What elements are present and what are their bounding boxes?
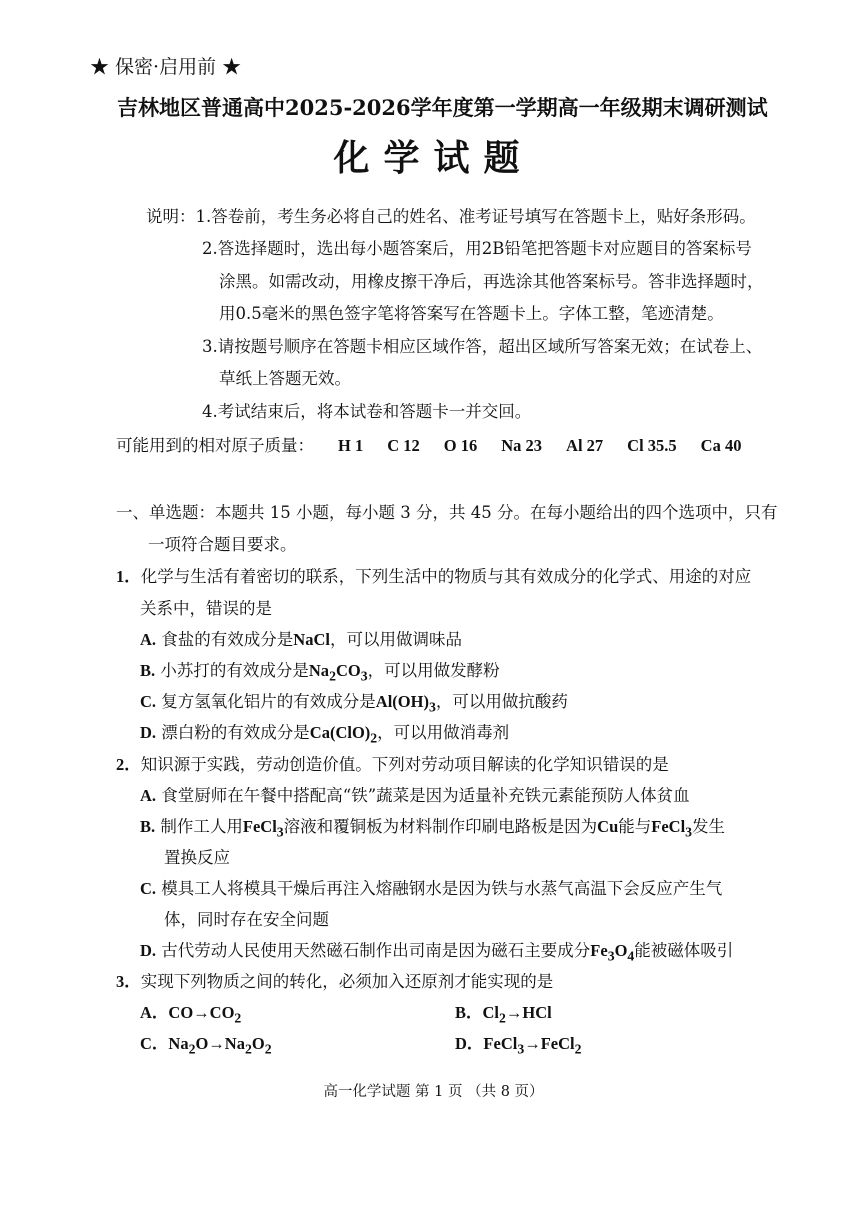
question-number: 1．: [116, 567, 141, 586]
confidential-label: ★ 保密·启用前 ★: [90, 56, 242, 78]
option-label: D.: [140, 723, 157, 742]
formula: $Fe_3O_4$: [590, 941, 635, 964]
instruction-2-cont: 涂黑。如需改动，用橡皮擦干净后，再选涂其他答案标号。答非选择题时，: [219, 272, 764, 291]
formula: $CO\to CO_2$: [168, 1003, 242, 1026]
question-3-option-c: [140, 1030, 272, 1057]
formula: Cu: [597, 817, 619, 836]
question-2-stem: [116, 751, 669, 775]
option-label: D.: [140, 941, 157, 960]
mass-item: H 1: [338, 436, 364, 455]
question-2-option-b-cont: 置换反应: [164, 848, 230, 867]
mass-item: O 16: [443, 436, 478, 455]
instruction-2-cont: 用0.5毫米的黑色签字笔将答案写在答题卡上。字体工整，笔迹清楚。: [219, 304, 724, 323]
formula: $Na_2CO_3$: [308, 661, 368, 684]
question-2-option-b: [140, 813, 725, 840]
question-3-option-a: [140, 999, 241, 1026]
option-text: 能被磁体吸引: [634, 941, 734, 960]
question-2-option-c: [140, 875, 722, 899]
question-3-option-d: [455, 1030, 581, 1057]
question-2-option-a: [140, 782, 690, 806]
question-2-option-c-cont: 体，同时存在安全问题: [164, 910, 329, 929]
question-1-stem-cont: 关系中，错误的是: [140, 599, 272, 618]
instruction-1: [146, 203, 756, 227]
option-text: 食盐的有效成分是: [161, 630, 294, 649]
option-text: 古代劳动人民使用天然磁石制作出司南是因为磁石主要成分: [161, 941, 591, 960]
question-number: 3．: [116, 972, 141, 991]
option-text: 小苏打的有效成分是: [160, 661, 309, 680]
option-label: C.: [140, 879, 157, 898]
mass-item: Al 27: [566, 436, 604, 455]
instructions-label: 说明：: [146, 207, 196, 226]
option-text: ，可以用做发酵粉: [367, 661, 500, 680]
option-text: 漂白粉的有效成分是: [161, 723, 310, 742]
option-label: B.: [140, 661, 156, 680]
option-text: ，可以用做抗酸药: [435, 692, 568, 711]
option-label: D．: [455, 1034, 484, 1053]
formula: FeCl$_3$: [242, 817, 284, 840]
question-1-stem: [116, 563, 751, 587]
question-1-option-b: [140, 657, 500, 684]
option-text: 食堂厨师在午餐中搭配高“铁”蔬菜是因为适量补充铁元素能预防人体贫血: [161, 786, 690, 805]
instruction-2: 2.答选择题时，选出每小题答案后，用2B铅笔把答题卡对应题目的答案标号: [202, 239, 752, 258]
option-label: C．: [140, 1034, 169, 1053]
subject-title: 化学试题: [333, 137, 534, 179]
option-label: B.: [140, 817, 156, 836]
atomic-masses-label: 可能用到的相对原子质量：: [116, 436, 314, 455]
question-text: 知识源于实践，劳动创造价值。下列对劳动项目解读的化学知识错误的是: [140, 755, 669, 774]
option-label: A．: [140, 1003, 169, 1022]
question-2-option-d: [140, 937, 733, 964]
atomic-masses: [116, 432, 741, 456]
instruction-3-cont: 草纸上答题无效。: [219, 369, 351, 388]
page-footer: 高一化学试题 第 1 页 （共 8 页）: [323, 1084, 544, 1100]
question-text: 化学与生活有着密切的联系，下列生活中的物质与其有效成分的化学式、用途的对应: [140, 567, 752, 586]
option-label: B．: [455, 1003, 483, 1022]
option-text: ，可以用做消毒剂: [377, 723, 510, 742]
formula: $Ca(ClO)_2$: [309, 723, 378, 746]
option-text: 复方氢氧化铝片的有效成分是: [161, 692, 376, 711]
option-label: C.: [140, 692, 157, 711]
option-label: A.: [140, 630, 157, 649]
option-text: 能与: [618, 817, 652, 836]
formula: FeCl$_3$→FeCl$_2$: [483, 1034, 582, 1057]
mass-item: Ca 40: [700, 436, 742, 455]
option-text: ，可以用做调味品: [329, 630, 462, 649]
question-3-stem: [116, 968, 553, 992]
question-1-option-c: [140, 688, 568, 715]
formula: $Cl_2\to HCl$: [482, 1003, 552, 1026]
instruction-4: 4.考试结束后，将本试卷和答题卡一并交回。: [202, 402, 532, 421]
formula: $Al(OH)_3$: [375, 692, 436, 715]
section-heading-cont: 一项符合题目要求。: [148, 535, 297, 554]
formula: $Na_2O\to Na_2O_2$: [168, 1034, 272, 1057]
exam-title: 吉林地区普通高中2025-2026学年度第一学期高一年级期末调研测试: [117, 95, 768, 120]
formula: FeCl$_3$: [651, 817, 693, 840]
option-text: 溶液和覆铜板为材料制作印刷电路板是因为: [283, 817, 598, 836]
option-text: 制作工人用: [160, 817, 243, 836]
option-label: A.: [140, 786, 157, 805]
instruction-text: 1.答卷前，考生务必将自己的姓名、准考证号填写在答题卡上，贴好条形码。: [195, 207, 756, 226]
question-number: 2．: [116, 755, 141, 774]
question-text: 实现下列物质之间的转化，必须加入还原剂才能实现的是: [140, 972, 554, 991]
question-3-option-b: [455, 999, 552, 1026]
instruction-3: 3.请按题号顺序在答题卡相应区域作答，超出区域所写答案无效；在试卷上、: [202, 337, 763, 356]
option-text: 模具工人将模具干燥后再注入熔融钢水是因为铁与水蒸气高温下会反应产生气: [161, 879, 723, 898]
option-text: 发生: [692, 817, 726, 836]
section-heading: 一、单选题：本题共 15 小题，每小题 3 分，共 45 分。在每小题给出的四个选项中，只有: [116, 503, 778, 522]
mass-item: C 12: [387, 436, 420, 455]
question-1-option-d: [140, 719, 509, 746]
mass-item: Cl 35.5: [627, 436, 677, 455]
formula: NaCl: [293, 630, 330, 649]
question-1-option-a: [140, 626, 462, 650]
mass-item: Na 23: [501, 436, 543, 455]
